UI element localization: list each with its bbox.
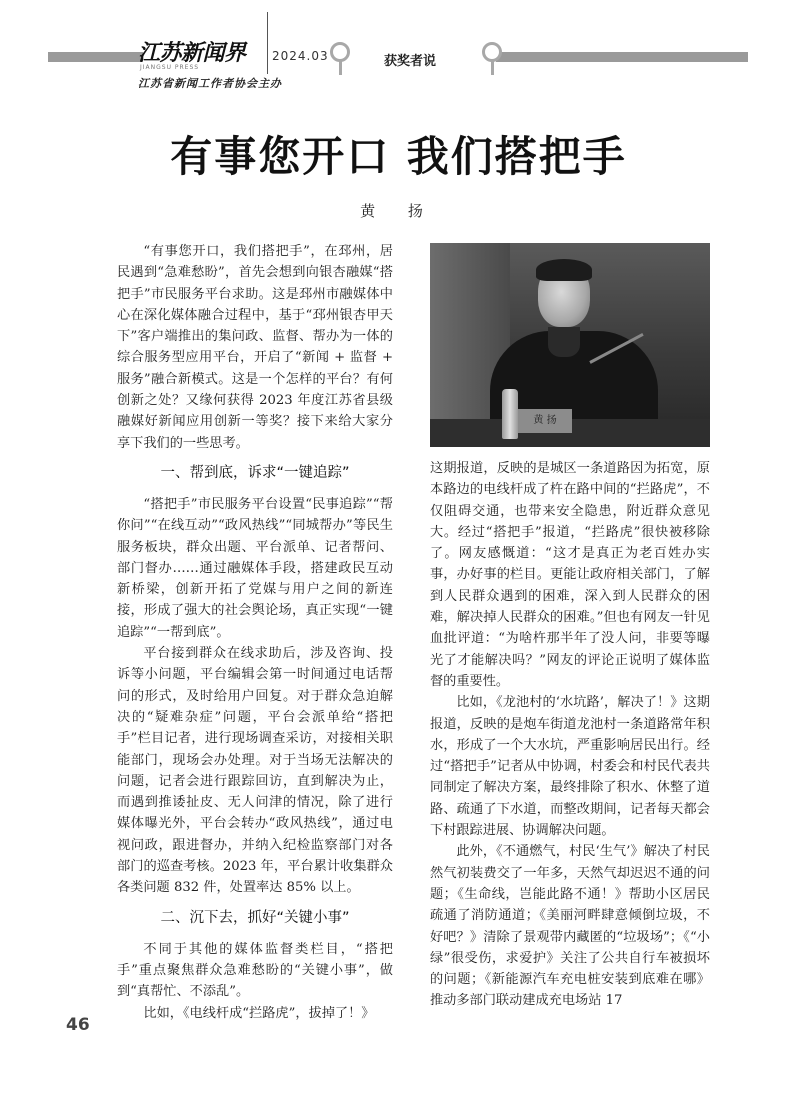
paragraph: 不同于其他的媒体监督类栏目，“搭把手”重点聚焦群众急难愁盼的“关键小事”，做到“真帮忙、不添乱”。 xyxy=(117,941,393,1000)
organizer-line: 江苏省新闻工作者协会主办 xyxy=(138,77,282,90)
paragraph: “搭把手”市民服务平台设置“民事追踪”“帮你问”“在线互动”“政风热线”“同城帮办”等民生服务板块，群众出题、平台派单、记者帮问、部门督办……通过融媒体手段，搭建政民互动新桥梁，创新开拓了党媒与用户之间的新连接，形成了强大的社会舆论场，真正实现“一键追踪”“一帮到底”。 xyxy=(117,496,393,640)
article-author: 黄 扬 xyxy=(360,202,437,220)
magazine-logo: 江苏新闻界 xyxy=(138,41,246,66)
paragraph: 平台接到群众在线求助后，涉及咨询、投诉等小问题，平台编辑会第一时间通过电话帮问的形式，及时给用户回复。对于群众急迫解决的“疑难杂症”问题，平台会派单给“搭把手”栏目记者，进行现场调查采访，对接相关职能部门，现场会办处理。对于当场无法解决的问题，记者会进行跟踪回访，直到解决为止，而遇到推诿扯皮、无人问津的情况，除了进行媒体曝光外，平台会转办“政风热线”，通过电视问政，跟进督办，并纳入纪检监察部门对各部门的巡查考核。2023 年，平台累计收集群众各类问题 832 件，处置率达 85% 以上。 xyxy=(117,646,393,896)
photo-collar xyxy=(548,327,580,357)
paragraph: “有事您开口，我们搭把手”，在邳州，居民遇到“急难愁盼”，首先会想到向银杏融媒“搭把手”市民服务平台求助。这是邳州市融媒体中心在深化媒体融合过程中，基于“邳州银杏甲天下”客户端推出的集问政、监督、帮办为一体的综合服务型应用平台，开启了“新闻 + 监督 + 服务”融合新模式。这是一个怎样的平台？有何创新之处？又缘何获得 2023 年度江苏省县级融媒好新闻应用创新一等奖？接下来给大家分享下我们的一些思考。 xyxy=(117,244,393,451)
name-card: 黄 扬 xyxy=(518,409,572,433)
water-bottle-icon xyxy=(502,389,518,439)
right-column xyxy=(430,458,710,1012)
left-column xyxy=(117,241,393,1024)
column-name: 获奖者说 xyxy=(384,54,437,69)
paragraph: 这期报道，反映的是城区一条道路因为拓宽，原本路边的电线杆成了杵在路中间的“拦路虎”，不仅阻碍交通，也带来安全隐患，附近群众意见大。经过“搭把手”报道，“拦路虎”很快被移除了。网友感慨道：“这才是真正为老百姓办实事，办好事的栏目。更能让政府相关部门，了解到人民群众遇到的困难，深入到人民群众的困难，解决掉人民群众的困难。”但也有网友一针见血批评道：“为啥杵那半年了没人问，非要等曝光了才能解决吗？”网友的评论正说明了媒体监督的重要性。 xyxy=(430,461,710,689)
page-number: 46 xyxy=(66,1015,90,1035)
paragraph: 比如，《龙池村的‘水坑路’，解决了！》这期报道，反映的是炮车街道龙池村一条道路常年积水，形成了一个大水坑，严重影响居民出行。经过“搭把手”记者从中协调，村委会和村民代表共同制定了解决方案，最终排除了积水、休整了道路、疏通了下水道，而整改期间，记者每天都会下村跟踪进展、协调解决问题。 xyxy=(430,695,710,839)
issue-number: 2024.03 xyxy=(272,49,329,63)
paragraph: 比如，《电线杆成“拦路虎”，拔掉了！》 xyxy=(143,1005,375,1021)
pin-icon xyxy=(482,42,502,62)
header-divider xyxy=(267,12,268,74)
header-bar-right xyxy=(496,52,748,62)
author-photo xyxy=(430,243,710,447)
section-heading: 二、沉下去，抓好“关键小事” xyxy=(160,909,350,926)
magazine-logo-subtitle: JIANGSU PRESS xyxy=(140,64,200,71)
section-heading: 一、帮到底，诉求“一键追踪” xyxy=(160,464,350,481)
header-bar-left xyxy=(48,52,143,62)
photo-hair xyxy=(536,259,592,281)
paragraph: 此外，《不通燃气，村民‘生气’》解决了村民然气初装费交了一年多，天然气却迟迟不通的问题；《生命线，岂能此路不通！》帮助小区居民疏通了消防通道；《美丽河畔肆意倾倒垃圾，不好吧？》清除了景观带内藏匿的“垃圾场”；《“小绿”很受伤，求爱护》关注了公共自行车被损坏的问题；《新能源汽车充电桩安装到底难在哪》推动多部门联动建成充电场站 17 xyxy=(430,844,710,1009)
article-title: 有事您开口 我们搭把手 xyxy=(170,132,627,181)
pin-icon xyxy=(330,42,350,62)
